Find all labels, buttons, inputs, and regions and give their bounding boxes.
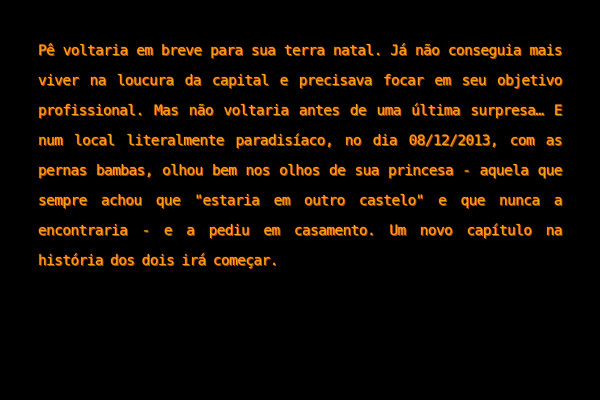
story-text: Pê voltaria em breve para sua terra natal. Já não conseguia mais viver na loucura da capital e precisava focar em seu objetivo profissional. Mas não voltaria antes de uma última surpresa… E num local literalmente paradisíaco, no dia 08/12/2013, com as pernas bambas, olhou bem nos olhos de sua princesa - aquela que sempre achou que "estaria em outro castelo" e que nunca a encontraria - e a pediu em casamento. Um novo capítulo na história dos dois irá começar.	[38, 43, 562, 269]
